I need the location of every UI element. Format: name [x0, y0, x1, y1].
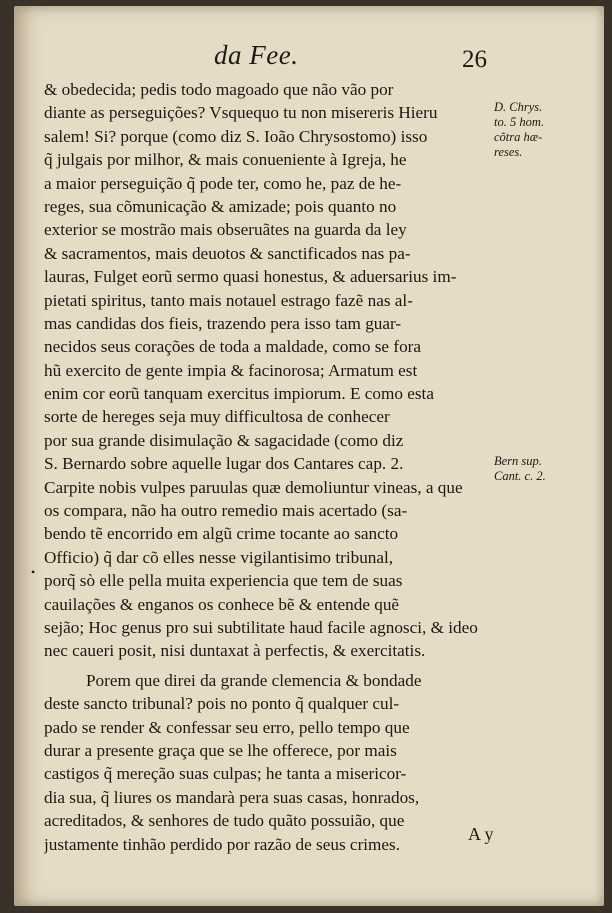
text-line: S. Bernardo sobre aquelle lugar dos Cantares cap. 2. [44, 454, 404, 474]
margin-note-line: to. 5 hom. [494, 115, 544, 129]
running-header-title: da Fee. [214, 40, 299, 70]
text-line: lauras, Fulget eorũ sermo quasi honestus, & aduersarius im- [44, 267, 457, 287]
text-line: castigos q̃ mereção suas culpas; he tanta a misericor- [44, 764, 407, 784]
text-line: hũ exercito de gente impia & facinorosa; Armatum est [44, 360, 418, 380]
book-page [14, 6, 604, 906]
margin-note-line: Bern sup. [494, 454, 542, 468]
text-line: sejão; Hoc genus pro sui subtilitate haud facile agnosci, & ideo [44, 617, 478, 637]
margin-note-bernard [494, 454, 604, 484]
text-line: a maior perseguição q̃ pode ter, como he, paz de he- [44, 173, 402, 193]
text-line: porq̃ sò elle pella muita experiencia que tem de suas [44, 571, 403, 591]
text-line: sorte de hereges seja muy difficultosa de conhecer [44, 407, 390, 427]
margin-note-line: reses. [494, 145, 523, 159]
text-line: cauilações & enganos os conhece bẽ & entende quẽ [44, 594, 400, 614]
text-line: Carpite nobis vulpes paruulas quæ demoliuntur vineas, a que [44, 477, 463, 497]
signature-mark: A y [468, 824, 494, 844]
text-line: bendo tẽ encorrido em algũ crime tocante ao sancto [44, 524, 399, 544]
margin-note-chrysostom [494, 100, 604, 160]
text-line: nec caueri posit, nisi duntaxat à perfectis, & exercitatis. [44, 641, 426, 661]
text-line: Porem que direi da grande clemencia & bondade [86, 670, 422, 690]
margin-note-line: D. Chrys. [494, 100, 543, 114]
text-line: & obedecida; pedis todo magoado que não vão por [44, 80, 394, 99]
text-line: exterior se mostrão mais obseruãtes na guarda da ley [44, 220, 407, 240]
text-line: enim cor eorũ tanquam exercitus impiorum. E como esta [44, 384, 434, 404]
text-line: por sua grande disimulação & sagacidade (como diz [44, 430, 404, 450]
text-line: dia sua, q̃ liures os mandarà pera suas casas, honrados, [44, 787, 420, 807]
margin-mark-icon: • [31, 565, 36, 579]
text-line: salem! Si? porque (como diz S. Ioão Chrysostomo) isso [44, 126, 428, 146]
text-line: diante as perseguições? Vsquequo tu non misereris Hieru [44, 103, 438, 123]
text-line: durar a presente graça que se lhe offerece, por mais [44, 740, 397, 760]
text-line: necidos seus corações de toda a maldade, como se fora [44, 337, 422, 357]
text-line: mas candidas dos fieis, trazendo pera isso tam guar- [44, 313, 402, 333]
text-line: & sacramentos, mais deuotos & sanctificados nas pa- [44, 243, 411, 263]
page-number: 26 [462, 46, 487, 73]
text-line: reges, sua cõmunicação & amizade; pois quanto no [44, 196, 397, 216]
margin-note-line: Cant. c. 2. [494, 469, 546, 483]
text-line: q̃ julgais por milhor, & mais conueniente à Igreja, he [44, 150, 407, 170]
text-line: deste sancto tribunal? pois no ponto q̃ qualquer cul- [44, 694, 400, 714]
text-line: acreditados, & senhores de tudo quãto possuião, que [44, 811, 405, 831]
text-line: justamente tinhão perdido por razão de seus crimes. [44, 834, 401, 854]
text-line: pietati spiritus, tanto mais notauel estrago fazẽ nas al- [44, 290, 413, 310]
body-text [44, 78, 506, 856]
text-line: os compara, não ha outro remedio mais acertado (sa- [44, 501, 408, 521]
margin-note-line: cõtra hæ- [494, 130, 543, 144]
text-line: pado se render & confessar seu erro, pello tempo que [44, 717, 410, 737]
text-line: Officio) q̃ dar cõ elles nesse vigilantisimo tribunal, [44, 547, 394, 567]
